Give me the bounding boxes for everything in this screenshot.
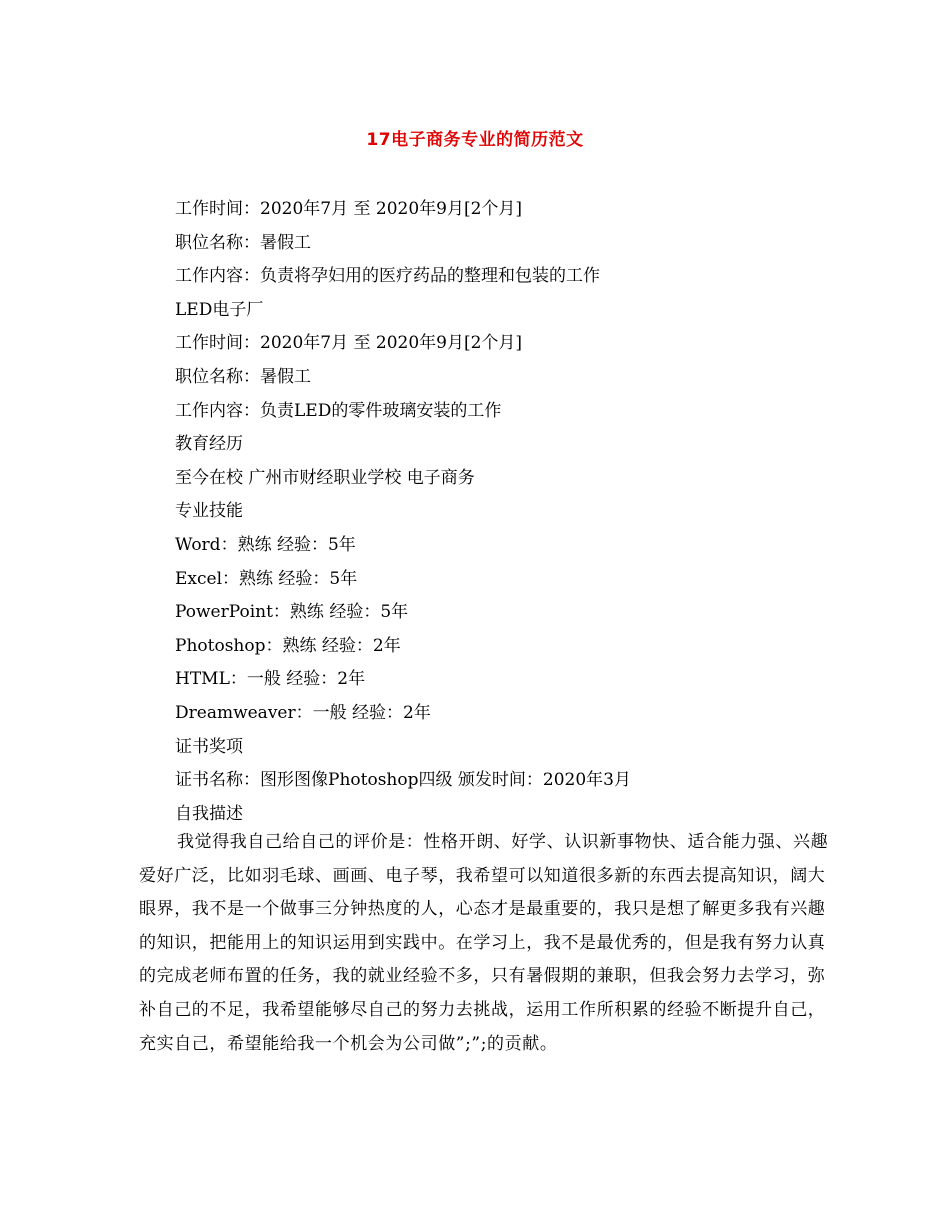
work-time-line: 工作时间：2020年7月 至 2020年9月[2个月] [175,199,523,219]
company-name-line: LED电子厂 [175,299,264,320]
self-description-heading: 自我描述 [175,803,243,824]
skill-item: PowerPoint：熟练 经验：5年 [175,602,409,623]
resume-lines [175,193,875,831]
job-content-line: 工作内容：负责将孕妇用的医疗药品的整理和包装的工作 [175,266,600,287]
page-title: 17电子商务专业的简历范文 [366,130,584,150]
certificate-entry: 证书名称：图形图像Photoshop四级 颁发时间：2020年3月 [175,770,631,791]
education-heading: 教育经历 [175,434,243,455]
skill-item: Excel：熟练 经验：5年 [175,568,358,589]
skill-item: Photoshop：熟练 经验：2年 [175,635,401,656]
job-title-line: 职位名称：暑假工 [175,232,311,253]
job-title-line: 职位名称：暑假工 [175,366,311,387]
skills-heading: 专业技能 [175,501,243,522]
work-time-line: 工作时间：2020年7月 至 2020年9月[2个月] [175,333,523,354]
skill-item: Word：熟练 经验：5年 [175,534,356,555]
skill-item: Dreamweaver：一般 经验：2年 [175,702,431,723]
education-entry: 至今在校 广州市财经职业学校 电子商务 [175,467,475,488]
certificates-heading: 证书奖项 [175,736,243,757]
job-content-line: 工作内容：负责LED的零件玻璃安装的工作 [175,400,502,421]
skill-item: HTML：一般 经验：2年 [175,669,366,690]
self-description-paragraph: 我觉得我自己给自己的评价是：性格开朗、好学、认识新事物快、适合能力强、兴趣爱好广泛，比如羽毛球、画画、电子琴，我希望可以知道很多新的东西去提高知识，阔大眼界，我不是一个做事三分钟热度的人，心态才是最重要的，我只是想了解更多我有兴趣的知识，把能用上的知识运用到实践中。在学习上，我不是最优秀的，但是我有努力认真的完成老师布置的任务，我的就业经验不多，只有暑假期的兼职，但我会努力去学习，弥补自己的不足，我希望能够尽自己的努力去挑战，运用工作所积累的经验不断提升自己，充实自己，希望能给我一个机会为公司做”;”;的贡献。 [139,832,829,1054]
